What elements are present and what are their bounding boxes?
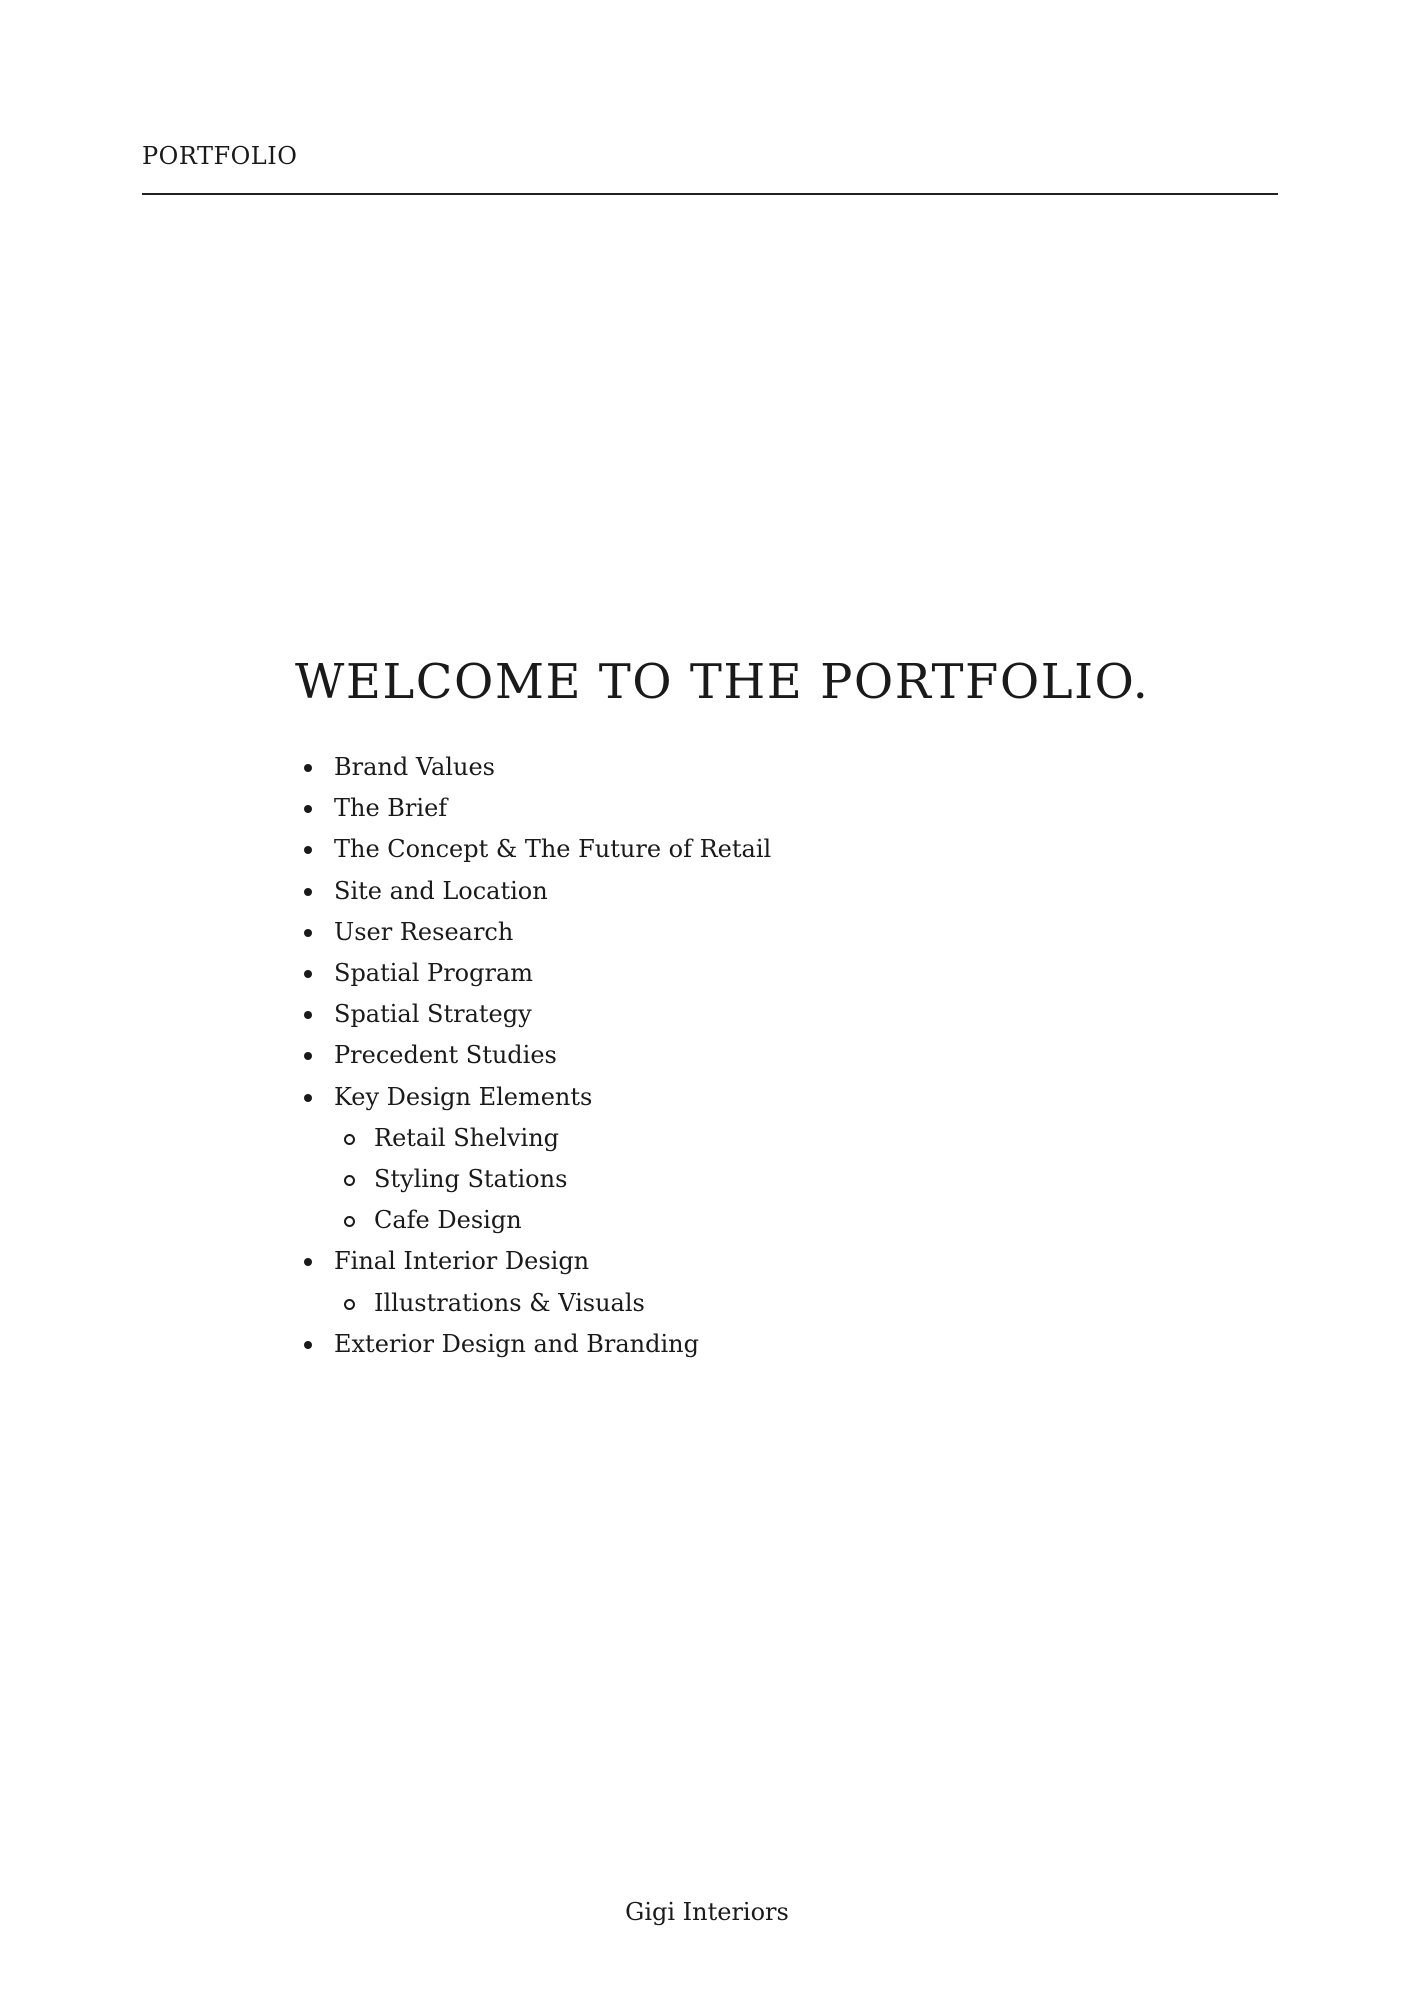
contents-item-spatial-program: Spatial Program xyxy=(295,953,771,994)
header-divider xyxy=(142,193,1278,195)
contents-subitem-illustrations-visuals: Illustrations & Visuals xyxy=(295,1283,771,1324)
contents-item-concept-future-of-retail: The Concept & The Future of Retail xyxy=(295,829,771,870)
contents-item-site-and-location: Site and Location xyxy=(295,871,771,912)
contents-item-exterior-design-branding: Exterior Design and Branding xyxy=(295,1324,771,1365)
contents-item-precedent-studies: Precedent Studies xyxy=(295,1035,771,1076)
contents-item-the-brief: The Brief xyxy=(295,788,771,829)
contents-subitem-retail-shelving: Retail Shelving xyxy=(295,1118,771,1159)
table-of-contents xyxy=(295,747,771,1365)
contents-subitem-cafe-design: Cafe Design xyxy=(295,1200,771,1241)
contents-item-user-research: User Research xyxy=(295,912,771,953)
contents-item-final-interior-design: Final Interior Design xyxy=(295,1241,771,1282)
page-title: WELCOME TO THE PORTFOLIO. xyxy=(295,654,1150,710)
contents-item-spatial-strategy: Spatial Strategy xyxy=(295,994,771,1035)
contents-item-brand-values: Brand Values xyxy=(295,747,771,788)
header-label: PORTFOLIO xyxy=(142,142,298,170)
contents-subitem-styling-stations: Styling Stations xyxy=(295,1159,771,1200)
contents-item-key-design-elements: Key Design Elements xyxy=(295,1077,771,1118)
footer-brand-name: Gigi Interiors xyxy=(625,1898,789,1926)
